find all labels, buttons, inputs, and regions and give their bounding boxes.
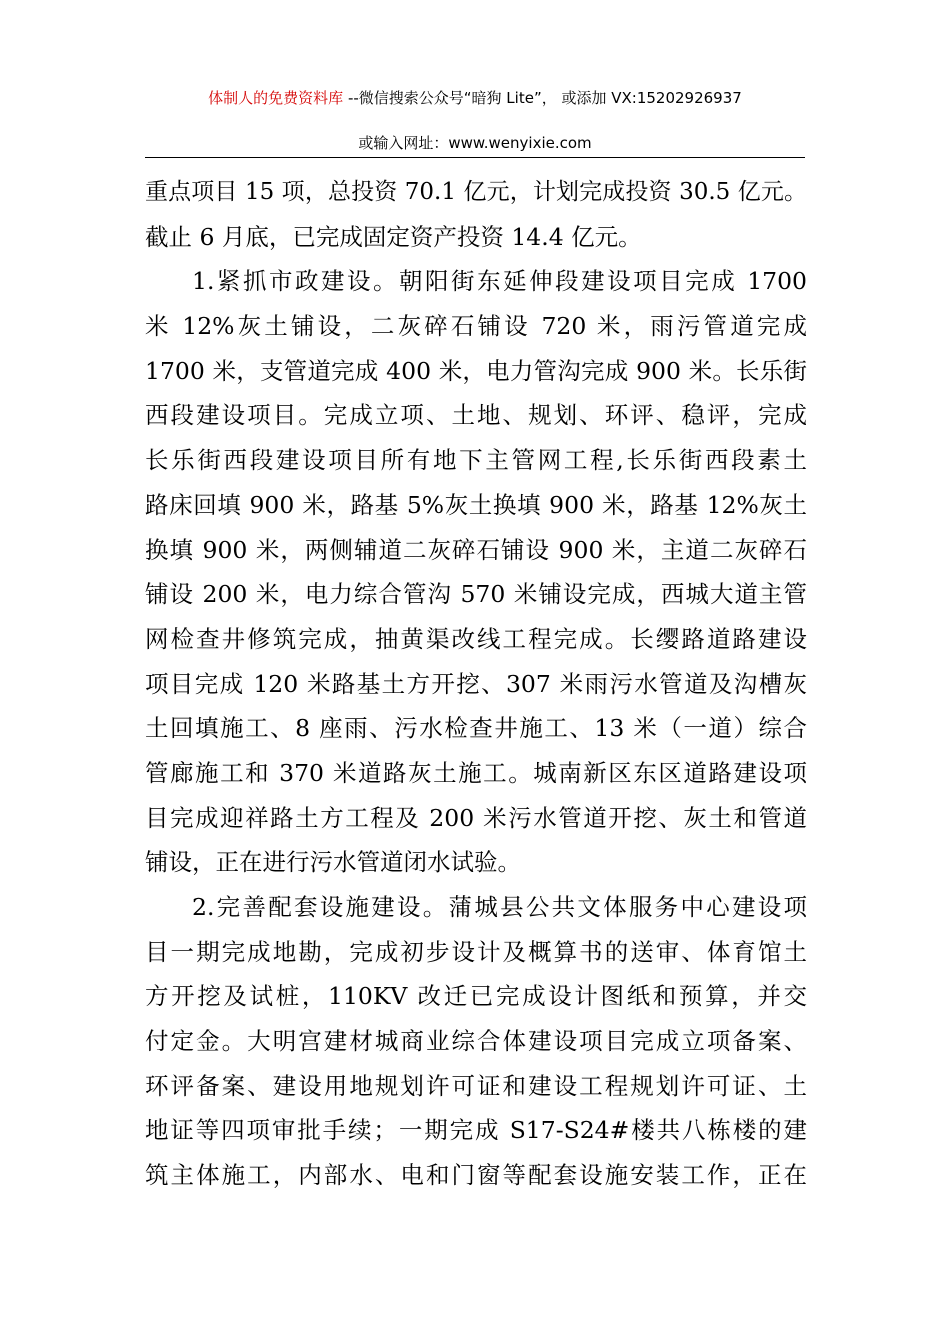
body-line: 铺设 200 米，电力综合管沟 570 米铺设完成，西城大道主管: [145, 580, 807, 609]
body-line: 米 12%灰土铺设，二灰碎石铺设 720 米，雨污管道完成: [145, 312, 807, 341]
body-line: 付定金。大明宫建材城商业综合体建设项目完成立项备案、: [145, 1027, 807, 1056]
body-line: 网检查井修筑完成，抽黄渠改线工程完成。长缨路道路建设: [145, 624, 807, 653]
body-line: 管廊施工和 370 米道路灰土施工。城南新区东区道路建设项: [145, 758, 807, 787]
body-line: 路床回填 900 米，路基 5%灰土换填 900 米，路基 12%灰土: [145, 490, 807, 519]
paragraph-2-heading-line: 2.完善配套设施建设。蒲城县公共文体服务中心建设项: [192, 893, 807, 921]
body-line: 筑主体施工，内部水、电和门窗等配套设施安装工作，正在: [145, 1161, 807, 1190]
body-line: 铺设，正在进行污水管道闭水试验。: [145, 848, 521, 877]
body-line: 环评备案、建设用地规划许可证和建设工程规划许可证、土: [145, 1071, 807, 1100]
body-text: [145, 170, 807, 1198]
body-line: 土回填施工、8 座雨、污水检查井施工、13 米（一道）综合: [145, 714, 807, 743]
body-line: 西段建设项目。完成立项、土地、规划、环评、稳评，完成: [145, 401, 807, 430]
body-line: 目一期完成地勘，完成初步设计及概算书的送审、体育馆土: [145, 937, 807, 966]
body-line: 项目完成 120 米路基土方开挖、307 米雨污水管道及沟槽灰: [145, 669, 807, 698]
body-line: 方开挖及试桩，110KV 改迁已完成设计图纸和预算，并交: [145, 982, 807, 1011]
header-info: --微信搜索公众号“暗狗 Lite”， 或添加 VX:15202926937: [343, 89, 742, 107]
body-line: 地证等四项审批手续；一期完成 S17-S24#楼共八栋楼的建: [145, 1116, 807, 1145]
body-line: 重点项目 15 项，总投资 70.1 亿元，计划完成投资 30.5 亿元。: [145, 179, 807, 205]
header-divider: [145, 157, 805, 158]
paragraph-1-heading-line: 1.紧抓市政建设。朝阳街东延伸段建设项目完成 1700: [192, 267, 807, 296]
body-line: 目完成迎祥路土方工程及 200 米污水管道开挖、灰土和管道: [145, 803, 807, 832]
header-url-line: 或输入网址：www.wenyixie.com: [358, 134, 592, 152]
body-line: 截止 6 月底，已完成固定资产投资 14.4 亿元。: [145, 222, 642, 251]
body-line: 长乐街西段建设项目所有地下主管网工程,长乐街西段素土: [145, 446, 807, 475]
header-brand: 体制人的免费资料库: [208, 89, 344, 107]
body-line: 1700 米，支管道完成 400 米，电力管沟完成 900 米。长乐街: [145, 356, 807, 385]
body-line: 换填 900 米，两侧辅道二灰碎石铺设 900 米，主道二灰碎石: [145, 535, 807, 564]
watermark-header: [0, 88, 950, 108]
